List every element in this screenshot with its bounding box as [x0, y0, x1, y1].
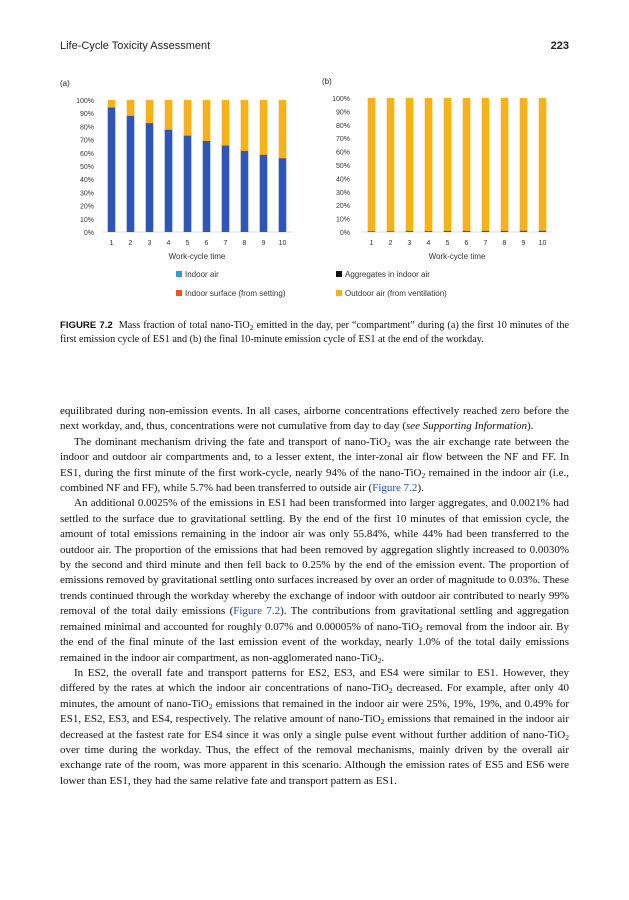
panel-b-bar-outdoor-air-from-ventilation--4 [425, 98, 433, 231]
panel-a-y-tick-label: 50% [79, 164, 94, 171]
panel-a-x-tick-label: 8 [242, 240, 247, 247]
panel-b-y-tick-label: 10% [335, 216, 350, 224]
panel-b-bar-indoor-air-9 [520, 231, 528, 232]
panel-a-bar-outdoor-air-from-ventilation--10 [279, 100, 287, 158]
panel-a-bar-outdoor-air-from-ventilation--4 [165, 100, 173, 130]
panel-a-bar-indoor-air-10 [279, 158, 287, 232]
figure-7-2 [58, 74, 578, 310]
panel-a-y-tick-label: 70% [79, 137, 94, 145]
panel-a-bar-outdoor-air-from-ventilation--1 [108, 100, 116, 108]
legend-label: Aggregates in indoor air [345, 270, 430, 279]
panel-a-bar-indoor-air-2 [127, 116, 135, 232]
panel-b-bar-indoor-air-2 [387, 231, 395, 232]
panel-b-x-axis-label: Work-cycle time [428, 252, 486, 261]
panel-a-x-tick-label: 4 [166, 240, 171, 247]
panel-a-y-tick-label: 20% [79, 203, 94, 211]
panel-a-bar-outdoor-air-from-ventilation--7 [222, 100, 230, 146]
text-run: equilibrated during non-emission events. In all cases, airborne concentrations effectively reached zero before the next workday, and, thus, concentrations were not cumulative from day to day ( [60, 405, 569, 433]
panel-b-bar-indoor-air-10 [539, 231, 547, 232]
panel-b-x-tick-label: 4 [426, 240, 431, 247]
panel-b-y-tick-label: 0% [339, 230, 350, 237]
panel-b-bar-indoor-air-7 [482, 231, 490, 232]
panel-b-bar-indoor-air-3 [406, 231, 414, 232]
panel-a-x-tick-label: 3 [147, 240, 152, 247]
panel-a-bar-indoor-air-5 [184, 136, 192, 232]
supporting-info-ref: see Supporting Information [406, 420, 527, 433]
legend-swatch [176, 290, 182, 296]
panel-b-label: (b) [322, 77, 332, 86]
paragraph-1 [60, 404, 569, 435]
panel-b-bar-outdoor-air-from-ventilation--2 [387, 98, 395, 231]
panel-b-x-tick-label: 9 [521, 240, 526, 247]
paragraph-4 [60, 666, 569, 789]
panel-b-x-tick-label: 1 [369, 240, 374, 247]
legend-swatch [336, 290, 342, 296]
subscript: 2 [421, 470, 426, 480]
panel-b-bar-outdoor-air-from-ventilation--5 [444, 98, 452, 231]
panel-a-bar-indoor-air-9 [260, 155, 268, 232]
panel-a-x-axis-label: Work-cycle time [168, 252, 226, 261]
panel-a-bar-outdoor-air-from-ventilation--6 [203, 100, 211, 141]
text-run: ). [527, 420, 534, 433]
subscript: 2 [419, 624, 423, 634]
panel-b-x-tick-label: 6 [464, 240, 469, 247]
panel-a-bar-outdoor-air-from-ventilation--2 [127, 100, 135, 116]
text-run: In ES2, the overall fate and transport patterns for ES2, ES3, and ES4 were similar to ES1. However, they differed by the rates at which the indoor air concentrations of nano-TiO [60, 666, 569, 695]
text-run: An additional 0.0025% of the emissions in ES1 had been transformed into larger aggregates, and 0.0021% had settled to the surface due to gravitational settling. By the end of the first 10 minutes of that emission cycle, the amount of total emissions remaining in the indoor air was only 55.84%, while 44% had been transferred to the outdoor air. The proportion of the emissions that had been removed by aggregation slightly increased to 0.0030% by the second and third minute and then fell back to 0.25% by the end of the emission event. The proportion of emissions removed by gravitational settling onto surfaces increased by over an order of magnitude to 0.03%. These trends continued through the workday whereby the exchange of indoor with outdoor air contributed to nearly 99% removal of the total daily emissions ( [60, 497, 569, 618]
subscript: 2 [565, 732, 569, 742]
caption-label: FIGURE 7.2 [60, 320, 113, 331]
panel-a-x-tick-label: 1 [109, 240, 114, 247]
body-text [60, 404, 569, 789]
panel-b-bar-indoor-air-1 [368, 231, 376, 232]
panel-a-bar-indoor-air-8 [241, 151, 249, 232]
panel-b-y-tick-label: 20% [335, 203, 350, 211]
panel-a-bar-outdoor-air-from-ventilation--9 [260, 100, 268, 155]
panel-a-x-tick-label: 9 [261, 240, 266, 247]
panel-a-y-tick-label: 100% [76, 98, 94, 105]
legend-label: Indoor surface (from setting) [185, 289, 286, 298]
panel-b-bar-outdoor-air-from-ventilation--6 [463, 98, 471, 231]
paragraph-2 [60, 435, 569, 497]
panel-a-x-tick-label: 7 [223, 240, 228, 247]
panel-a-bar-outdoor-air-from-ventilation--3 [146, 100, 154, 123]
panel-b-y-tick-label: 70% [335, 136, 350, 144]
panel-a-y-tick-label: 40% [79, 177, 94, 185]
panel-a-bar-indoor-air-3 [146, 123, 154, 232]
figure-svg [58, 74, 578, 310]
text-run: . [381, 651, 385, 664]
text-run: The dominant mechanism driving the fate and transport of nano-TiO [74, 435, 387, 448]
panel-a-y-tick-label: 90% [79, 111, 94, 119]
subscript: 2 [208, 701, 213, 711]
panel-b-bar-outdoor-air-from-ventilation--3 [406, 98, 414, 231]
panel-a-x-tick-label: 2 [128, 240, 133, 247]
caption-text-1: Mass fraction of total nano-TiO [118, 320, 250, 331]
text-run: ). [417, 482, 424, 495]
panel-b-y-tick-label: 60% [335, 149, 350, 157]
panel-a-y-tick-label: 30% [79, 190, 94, 198]
panel-b-x-tick-label: 2 [388, 240, 393, 247]
caption-text-2: emitted in the day, per “compartment” during (a) the first 10 minutes of the first emission cycle of ES1 and (b) the final 10-minute emission cycle of ES1 at the end of the workday. [60, 320, 569, 345]
panel-a-x-tick-label: 10 [278, 240, 287, 247]
panel-a-y-tick-label: 80% [79, 124, 94, 132]
panel-b-y-tick-label: 100% [332, 96, 350, 103]
panel-a-x-tick-label: 5 [185, 240, 190, 247]
legend-swatch [176, 271, 182, 277]
panel-a-bar-indoor-air-1 [108, 108, 116, 232]
page-number: 223 [550, 40, 569, 52]
legend-swatch [336, 271, 342, 277]
panel-b-y-tick-label: 90% [335, 109, 350, 117]
text-run: remained in the indoor air (i.e., combined NF and FF), while 5.7% had been transferred to outside air ( [60, 466, 569, 495]
text-run: removal from the indoor air. By the end of the final minute of the last emission event of the workday, nearly 1.0% of the total daily emissions remained in the indoor air compartment, as non-agglomerated nano-TiO [60, 620, 569, 664]
panel-a-label: (a) [60, 79, 70, 88]
figure-link[interactable]: Figure 7.2 [372, 482, 418, 495]
panel-a-y-tick-label: 0% [83, 230, 94, 237]
legend-label: Indoor air [185, 270, 219, 279]
subscript: 2 [380, 717, 385, 727]
panel-b-x-tick-label: 5 [445, 240, 450, 247]
panel-b-x-tick-label: 7 [483, 240, 488, 247]
panel-a-bar-indoor-air-4 [165, 130, 173, 232]
panel-a-y-tick-label: 10% [79, 216, 94, 224]
figure-caption [60, 319, 569, 347]
panel-b-y-tick-label: 40% [335, 176, 350, 184]
panel-b-y-tick-label: 50% [335, 163, 350, 170]
running-head [60, 40, 569, 56]
paragraph-3 [60, 496, 569, 665]
text-run: was the air exchange rate between the indoor and outdoor air compartments and, to a lesser extent, the inter-zonal air flow between the NF and FF. In ES1, during the first minute of the first work-cycle, nearly 94% of the nano-TiO [60, 435, 569, 479]
panel-b-bar-outdoor-air-from-ventilation--1 [368, 98, 376, 231]
text-run: decreased. For example, after only 40 minutes, the amount of nano-TiO [60, 682, 569, 710]
panel-b-x-tick-label: 8 [502, 240, 507, 247]
text-run: over time during the workday. Thus, the effect of the removal mechanisms, mainly driven by the overall air exchange rate of the room, was more apparent in this scenario. Although the emission rates of ES5 and ES6 were lower than ES1, they had the same relative fate and transport pattern as ES1. [60, 743, 569, 787]
panel-b-bar-indoor-air-5 [444, 231, 452, 232]
panel-b-y-tick-label: 80% [335, 122, 350, 130]
panel-b-bar-outdoor-air-from-ventilation--9 [520, 98, 528, 231]
panel-a-bar-outdoor-air-from-ventilation--8 [241, 100, 249, 151]
panel-a-y-tick-label: 60% [79, 150, 94, 158]
panel-b-bar-indoor-air-4 [425, 231, 433, 232]
subscript: 2 [388, 686, 393, 696]
panel-a-bar-outdoor-air-from-ventilation--5 [184, 100, 192, 136]
panel-b-bar-outdoor-air-from-ventilation--7 [482, 98, 490, 231]
panel-b-x-tick-label: 10 [538, 240, 547, 247]
text-run: emissions that remained in the indoor air decreased at the fastest rate for ES4 since it was only a single pulse event without further addition of nano-TiO [60, 713, 569, 741]
subscript: 2 [386, 439, 391, 449]
panel-a-bar-indoor-air-6 [203, 141, 211, 232]
panel-b-bar-outdoor-air-from-ventilation--8 [501, 98, 509, 231]
text-run: ). The contributions from gravitational settling and aggregation remained minimal and accounted for roughly 0.07% and 0.00005% of nano-TiO [60, 605, 569, 633]
panel-a-bar-indoor-air-7 [222, 146, 230, 232]
panel-b-bar-indoor-air-8 [501, 231, 509, 232]
subscript: 2 [249, 323, 254, 332]
panel-b-bar-indoor-air-6 [463, 231, 471, 232]
subscript: 2 [377, 655, 382, 665]
panel-a-x-tick-label: 6 [204, 240, 209, 247]
panel-b-x-tick-label: 3 [407, 240, 412, 247]
text-run: emissions that remained in the indoor air were 25%, 19%, 19%, and 0.49% for ES1, ES2, ES3, and ES4, respectively. The relative amount of nano-TiO [60, 697, 570, 726]
legend-label: Outdoor air (from ventilation) [345, 289, 447, 298]
panel-b-bar-outdoor-air-from-ventilation--10 [539, 98, 547, 231]
running-head-title: Life-Cycle Toxicity Assessment [60, 40, 211, 52]
figure-link[interactable]: Figure 7.2 [233, 605, 281, 618]
panel-b-y-tick-label: 30% [335, 189, 350, 197]
